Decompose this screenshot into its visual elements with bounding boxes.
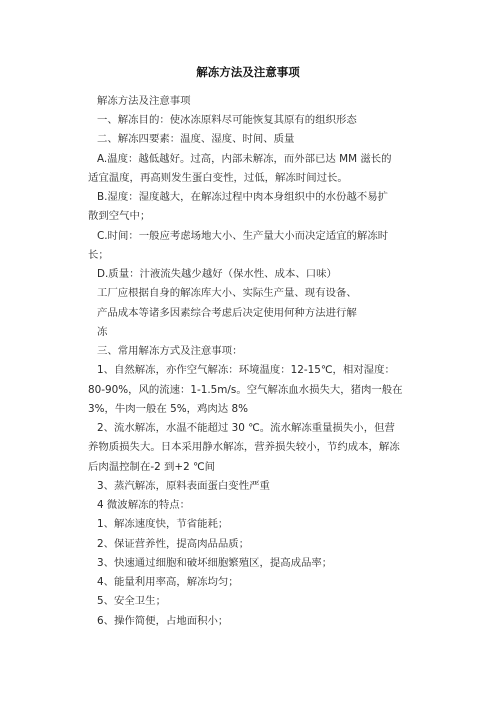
text-line: 养物质损失大。日本采用静水解冻，营养损失较小，节约成本，解冻 <box>88 441 400 453</box>
text-line: 3、快速通过细胞和破坏细胞繁殖区，提高成品率； <box>97 557 333 569</box>
text-line: 2、保证营养性，提高肉品品质； <box>97 538 250 550</box>
text-line: 3%，牛肉一般在 5%，鸡肉达 8% <box>88 403 248 415</box>
text-line: 解冻方法及注意事项 <box>97 95 191 107</box>
text-line: 三、常用解冻方式及注意事项： <box>97 345 243 357</box>
text-line: 80-90%，风的流速：1-1.5m/s。空气解冻血水损失大，猪肉一般在 <box>88 384 403 396</box>
text-line: 一、解冻目的：使冰冻原料尽可能恢复其原有的组织形态 <box>97 114 357 126</box>
text-line: 6、操作简便，占地面积小； <box>97 615 229 627</box>
text-line: 适宜温度，再高则发生蛋白变性，过低，解冻时间过长。 <box>88 172 348 184</box>
text-line: 5、安全卫生； <box>97 595 166 607</box>
text-line: 3、蒸汽解冻，原料表面蛋白变性严重 <box>97 480 270 492</box>
text-line: 散到空气中； <box>88 210 151 222</box>
text-line: 4、能量利用率高，解冻均匀； <box>97 576 239 588</box>
text-line: 产品成本等诸多因素综合考虑后决定使用何种方法进行解 <box>97 307 357 319</box>
text-line: C.时间：一般应考虑场地大小、生产量大小而决定适宜的解冻时 <box>97 230 389 242</box>
text-line: A.温度：越低越好。过高，内部未解冻，而外部已达 MM 滋长的 <box>97 153 392 165</box>
text-line: 1、自然解冻，亦作空气解冻：环境温度：12-15℃，相对湿度： <box>97 364 395 376</box>
text-line: 2、流水解冻，水温不能超过 30 ℃。流水解冻重量损失小，但营 <box>97 422 395 434</box>
text-line: 4 微波解冻的特点： <box>97 499 191 511</box>
document-title: 解冻方法及注意事项 <box>196 65 300 79</box>
text-line: 冻 <box>97 326 108 338</box>
text-line: 长； <box>88 249 109 261</box>
text-line: 后肉温控制在-2 到+2 ℃间 <box>88 461 216 473</box>
text-line: 二、解冻四要素：温度、湿度、时间、质量 <box>97 133 295 145</box>
text-line: 1、解冻速度快，节省能耗； <box>97 518 229 530</box>
text-line: D.质量：汁液流失越少越好（保水性、成本、口味） <box>97 268 337 280</box>
text-line: B.湿度：湿度越大，在解冻过程中肉本身组织中的水份越不易扩 <box>97 191 388 203</box>
text-line: 工厂应根据自身的解冻库大小、实际生产量、现有设备、 <box>97 287 357 299</box>
